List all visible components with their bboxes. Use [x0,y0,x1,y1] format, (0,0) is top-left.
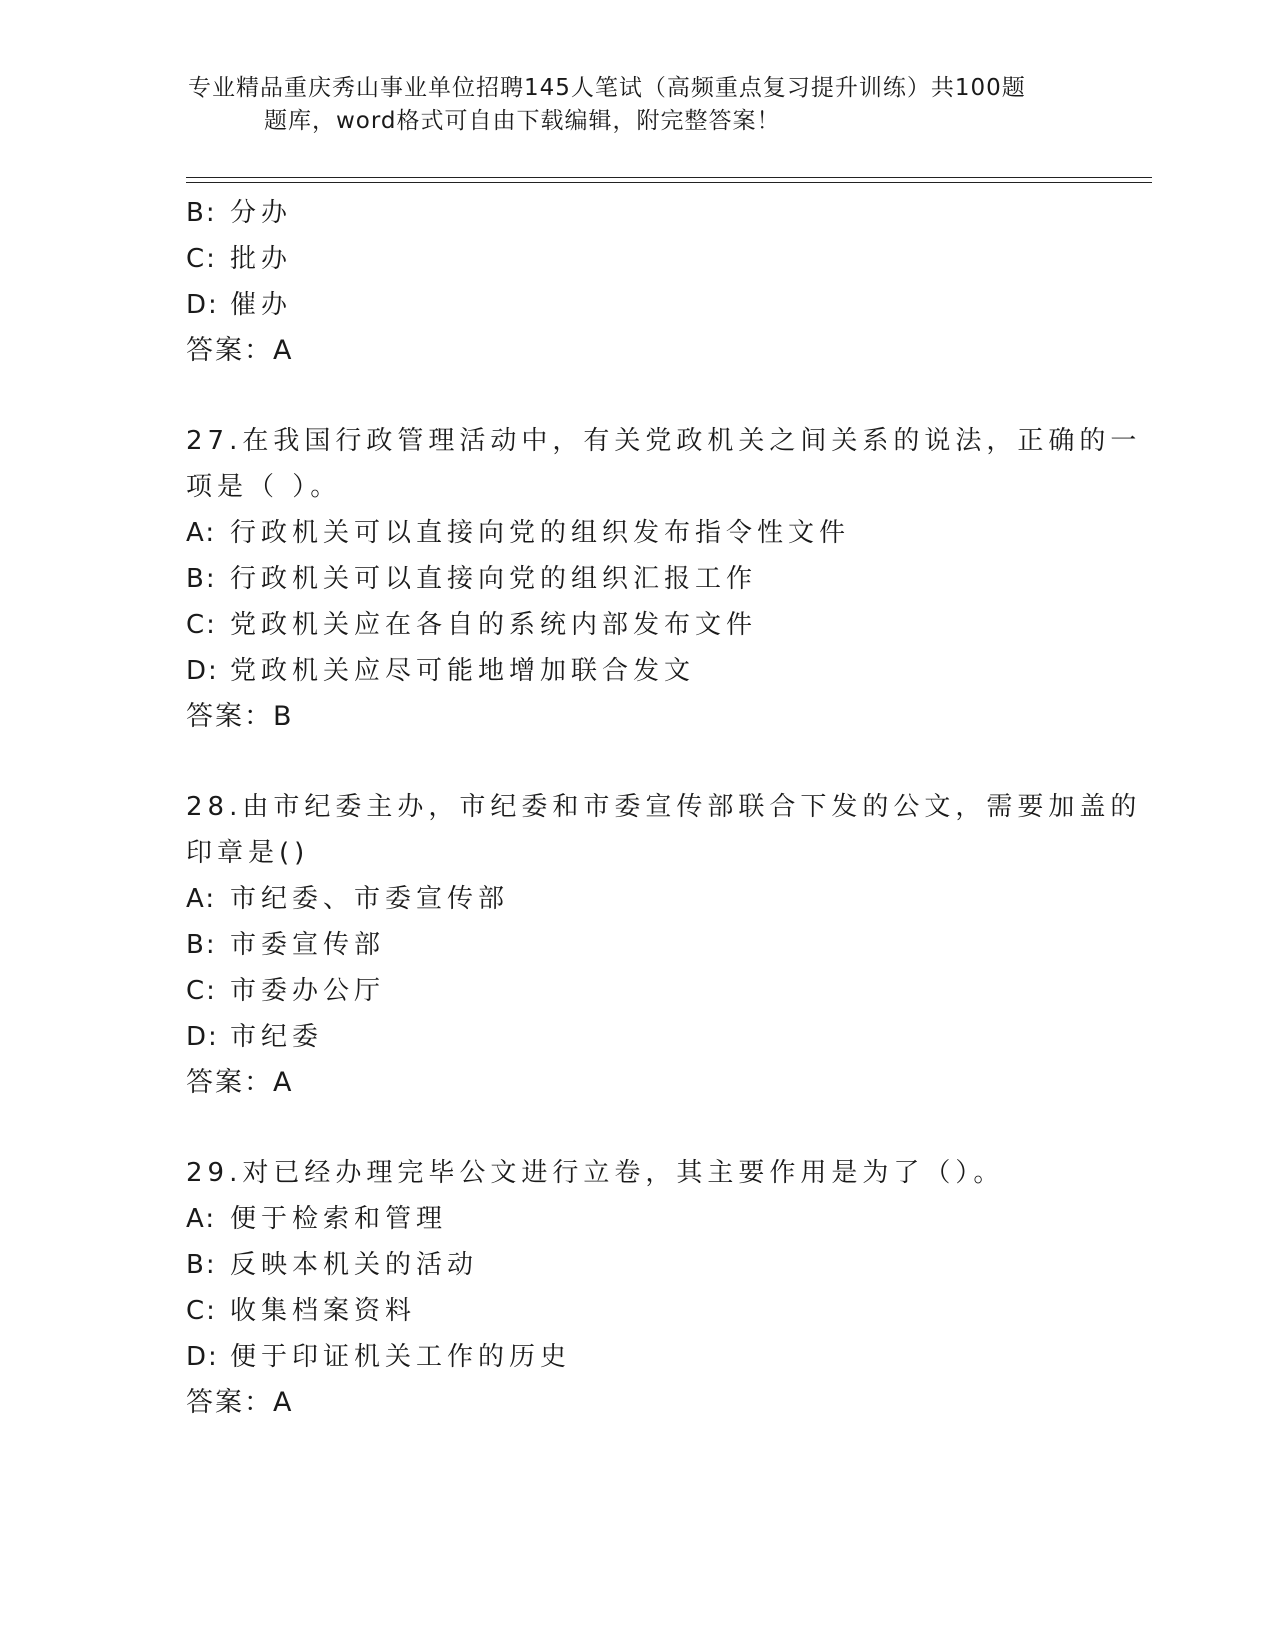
option-line [186,1288,1086,1334]
option-line [186,510,1086,556]
question-29 [186,1150,1086,1426]
option-text: 批办 [230,244,293,274]
option-letter: A: [186,884,217,914]
question-28 [186,784,1142,1106]
option-text: 便于印证机关工作的历史 [230,1342,572,1372]
answer-line: 答案：A [186,1387,294,1418]
option-line [186,602,1086,648]
option-letter: C: [186,244,217,274]
answer-line: 答案：A [186,1067,294,1098]
option-letter: A: [186,1204,217,1234]
option-text: 党政机关应在各自的系统内部发布文件 [230,610,758,640]
question-27 [186,418,1142,740]
option-letter: B: [186,564,217,594]
option-text: 党政机关应尽可能地增加联合发文 [230,656,696,686]
option-line [186,236,1086,282]
option-letter: B: [186,198,217,228]
option-text: 收集档案资料 [230,1296,417,1326]
option-letter: C: [186,1296,217,1326]
option-text: 便于检索和管理 [230,1204,448,1234]
option-letter: D: [186,656,219,686]
answer-line: 答案：A [186,335,294,366]
carryover-question [186,190,1086,374]
option-line [186,1242,1086,1288]
option-line [186,648,1086,694]
option-letter: B: [186,930,217,960]
option-letter: D: [186,1022,219,1052]
option-letter: A: [186,518,217,548]
option-line [186,1334,1086,1380]
question-stem: 29.对已经办理完毕公文进行立卷，其主要作用是为了（）。 [186,1158,1005,1188]
option-text: 市纪委、市委宣传部 [230,884,510,914]
option-letter: D: [186,290,219,320]
option-letter: C: [186,610,217,640]
answer-line: 答案：B [186,701,294,732]
question-stem: 27.在我国行政管理活动中，有关党政机关之间关系的说法，正确的一 [186,426,1142,456]
option-text: 市纪委 [230,1022,324,1052]
document-body [186,190,1142,1426]
option-line [186,968,1086,1014]
header-title-line-1: 专业精品重庆秀山事业单位招聘145人笔试（高频重点复习提升训练）共100题 [188,75,1026,101]
document-header [188,72,1068,138]
option-line [186,190,1086,236]
option-line [186,1014,1086,1060]
question-stem: 28.由市纪委主办，市纪委和市委宣传部联合下发的公文，需要加盖的 [186,792,1142,822]
option-text: 市委办公厅 [230,976,386,1006]
question-stem-continued: 项是（ ）。 [186,472,342,502]
option-text: 催办 [230,290,293,320]
option-line [186,556,1086,602]
option-line [186,876,1086,922]
option-text: 行政机关可以直接向党的组织发布指令性文件 [230,518,851,548]
question-stem-continued: 印章是() [186,838,310,868]
header-title-line-2: 题库，word格式可自由下载编辑，附完整答案！ [264,108,781,134]
option-letter: B: [186,1250,217,1280]
option-line [186,1196,1086,1242]
option-text: 行政机关可以直接向党的组织汇报工作 [230,564,758,594]
option-text: 市委宣传部 [230,930,386,960]
option-letter: C: [186,976,217,1006]
option-line [186,282,1086,328]
option-text: 反映本机关的活动 [230,1250,479,1280]
option-text: 分办 [230,198,293,228]
header-rule-bottom [186,182,1152,183]
header-rule-top [186,177,1152,178]
option-letter: D: [186,1342,219,1372]
option-line [186,922,1086,968]
